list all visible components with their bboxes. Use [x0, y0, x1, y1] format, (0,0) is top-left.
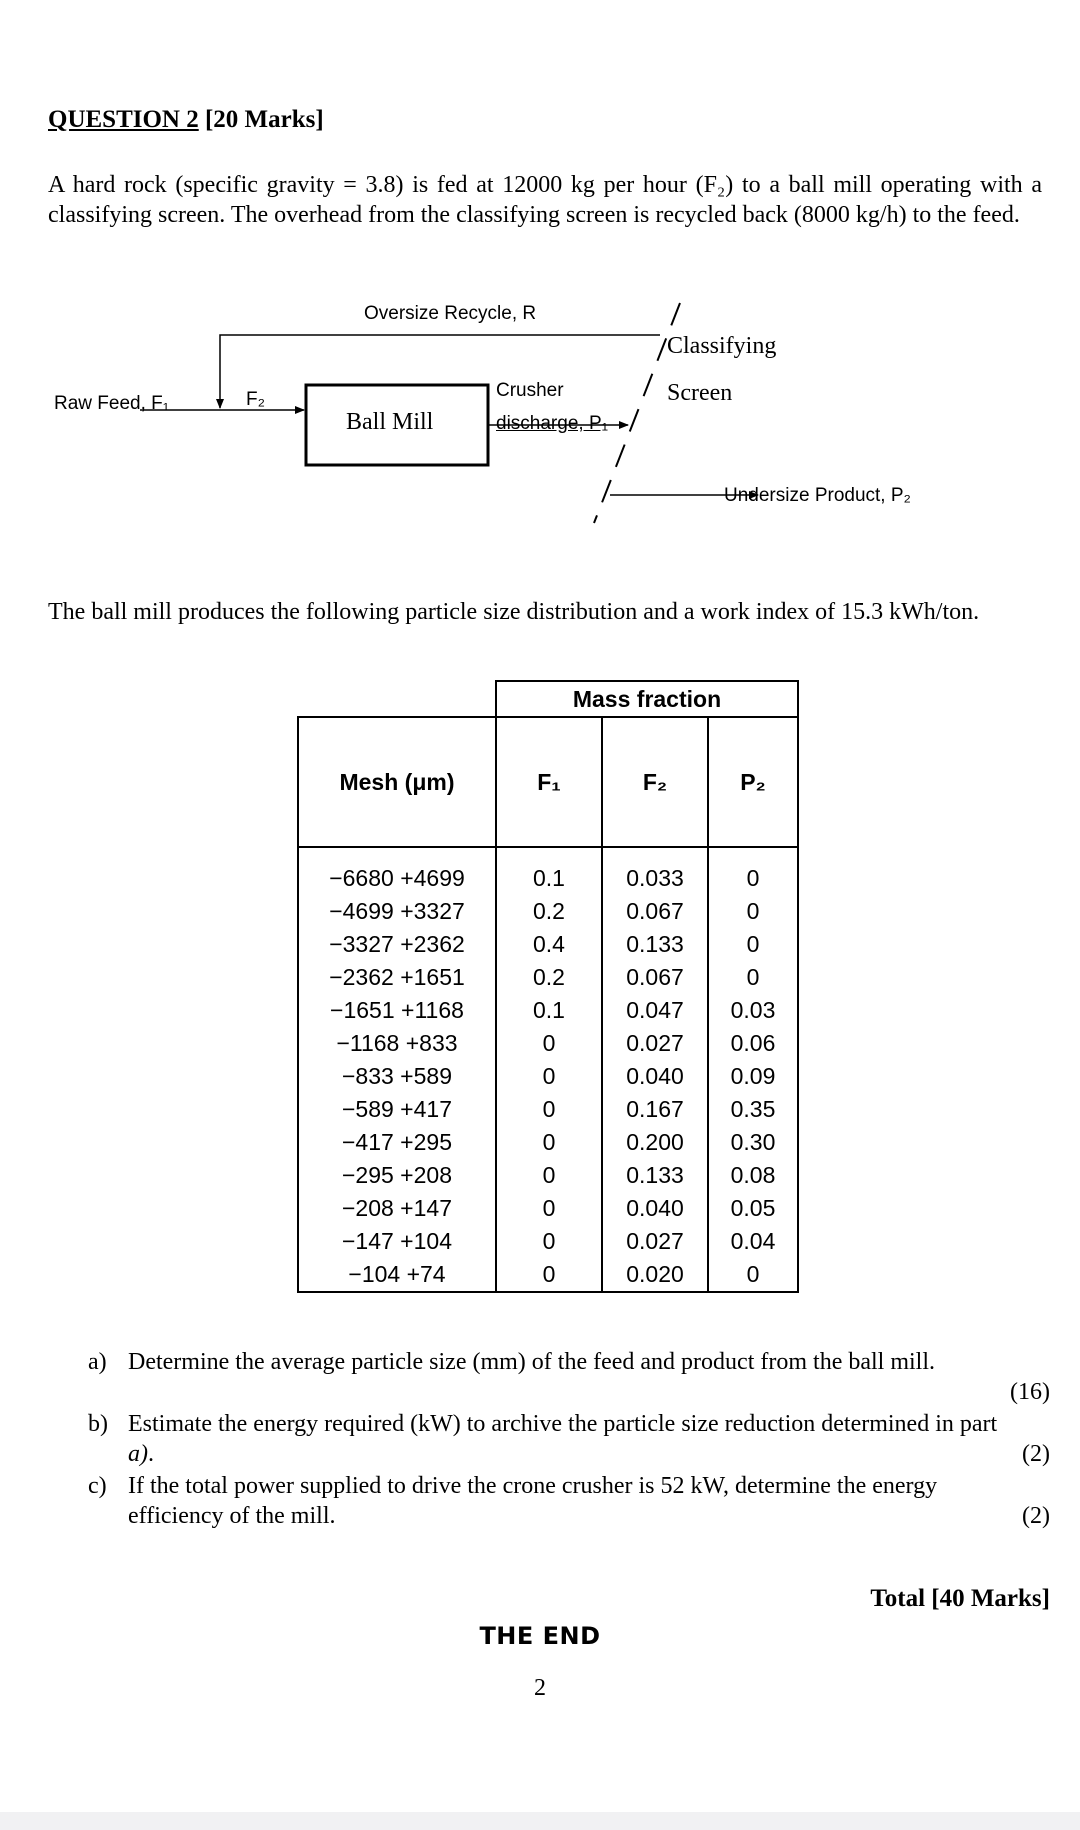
- table-row: [298, 1159, 798, 1192]
- distribution-paragraph: The ball mill produces the following particle size distribution and a work index of 15.3 kWh/ton.: [48, 599, 980, 625]
- p2-cell: 0.09: [708, 1060, 798, 1093]
- p2-cell: 0: [708, 1258, 798, 1292]
- f2-cell: 0.133: [602, 1159, 708, 1192]
- table-row: [298, 895, 798, 928]
- p2-cell: 0.35: [708, 1093, 798, 1126]
- f2-cell: 0.067: [602, 961, 708, 994]
- particle-size-table: [297, 680, 799, 1293]
- question-c-text: If the total power supplied to drive the crone crusher is 52 kW, determine the energy efficiency of the mill.: [128, 1473, 938, 1529]
- f1-cell: 0.4: [496, 928, 602, 961]
- p2-cell: 0.08: [708, 1159, 798, 1192]
- mesh-cell: −1651 +1168: [298, 994, 496, 1027]
- p2-cell: 0.30: [708, 1126, 798, 1159]
- question-list: [88, 1347, 1050, 1533]
- question-heading: [48, 106, 324, 134]
- f1-cell: 0.1: [496, 847, 602, 895]
- question-c-marks: (2): [1022, 1503, 1050, 1529]
- question-b-ref: a): [128, 1441, 148, 1467]
- table-row: [298, 961, 798, 994]
- question-b-letter: b): [88, 1411, 108, 1437]
- question-number: QUESTION 2: [48, 106, 199, 133]
- f2-cell: 0.040: [602, 1060, 708, 1093]
- p2-cell: 0.05: [708, 1192, 798, 1225]
- f1-cell: 0.2: [496, 961, 602, 994]
- f1-cell: 0: [496, 1027, 602, 1060]
- f2-cell: 0.133: [602, 928, 708, 961]
- p2-header: P₂: [708, 717, 798, 847]
- raw-feed-label: Raw Feed, F₁: [54, 393, 170, 414]
- table-row: [298, 994, 798, 1027]
- question-b: [88, 1409, 1050, 1469]
- f1-cell: 0: [496, 1192, 602, 1225]
- f1-cell: 0: [496, 1060, 602, 1093]
- question-b-text: Estimate the energy required (kW) to archive the particle size reduction determined in part: [128, 1411, 998, 1437]
- mesh-cell: −147 +104: [298, 1225, 496, 1258]
- mesh-cell: −208 +147: [298, 1192, 496, 1225]
- table-row: [298, 1192, 798, 1225]
- question-a-text: Determine the average particle size (mm) of the feed and product from the ball mill.: [128, 1349, 935, 1375]
- table-row: [298, 1126, 798, 1159]
- f2-cell: 0.020: [602, 1258, 708, 1292]
- f1-cell: 0: [496, 1093, 602, 1126]
- undersize-label: Undersize Product, P₂: [724, 485, 911, 506]
- table-body: [298, 847, 798, 1292]
- mesh-cell: −833 +589: [298, 1060, 496, 1093]
- page-number: 2: [534, 1675, 546, 1701]
- mesh-header: Mesh (μm): [298, 717, 496, 847]
- mesh-cell: −4699 +3327: [298, 895, 496, 928]
- screen-label: Screen: [667, 380, 733, 406]
- f2-cell: 0.067: [602, 895, 708, 928]
- recycle-label: Oversize Recycle, R: [364, 303, 537, 324]
- p2-cell: 0: [708, 961, 798, 994]
- p2-cell: 0.03: [708, 994, 798, 1027]
- process-flow-diagram: [40, 285, 940, 545]
- p2-cell: 0.04: [708, 1225, 798, 1258]
- question-c: [88, 1471, 1050, 1531]
- f1-header: F₁: [496, 717, 602, 847]
- question-b-end: .: [148, 1441, 154, 1467]
- f2-label: F₂: [246, 389, 265, 410]
- table-row: [298, 1093, 798, 1126]
- question-a: [88, 1347, 1050, 1407]
- p2-cell: 0.06: [708, 1027, 798, 1060]
- ball-mill-label: Ball Mill: [346, 409, 434, 435]
- f2-header: F₂: [602, 717, 708, 847]
- mesh-cell: −1168 +833: [298, 1027, 496, 1060]
- table-row: [298, 1027, 798, 1060]
- mesh-cell: −295 +208: [298, 1159, 496, 1192]
- crusher-label: Crusher: [496, 380, 564, 401]
- mesh-cell: −104 +74: [298, 1258, 496, 1292]
- f2-cell: 0.047: [602, 994, 708, 1027]
- mesh-cell: −3327 +2362: [298, 928, 496, 961]
- f1-cell: 0: [496, 1159, 602, 1192]
- p2-cell: 0: [708, 895, 798, 928]
- f1-cell: 0: [496, 1126, 602, 1159]
- f2-cell: 0.027: [602, 1027, 708, 1060]
- the-end: THE END: [479, 1622, 601, 1650]
- mesh-cell: −417 +295: [298, 1126, 496, 1159]
- discharge-label: discharge, P₁: [496, 413, 609, 434]
- mesh-cell: −2362 +1651: [298, 961, 496, 994]
- question-a-letter: a): [88, 1349, 107, 1375]
- f2-cell: 0.040: [602, 1192, 708, 1225]
- table-row: [298, 928, 798, 961]
- classifying-label: Classifying: [667, 333, 777, 359]
- p2-cell: 0: [708, 928, 798, 961]
- mass-fraction-header: Mass fraction: [496, 681, 798, 717]
- question-b-marks: (2): [1022, 1441, 1050, 1467]
- question-marks: [20 Marks]: [204, 106, 324, 133]
- total-marks: Total [40 Marks]: [870, 1585, 1050, 1612]
- table-row: [298, 847, 798, 895]
- f2-cell: 0.027: [602, 1225, 708, 1258]
- mesh-cell: −589 +417: [298, 1093, 496, 1126]
- mesh-cell: −6680 +4699: [298, 847, 496, 895]
- intro-paragraph: A hard rock (specific gravity = 3.8) is fed at 12000 kg per hour (F₂) to a ball mill operating with a classifying screen. The overhead from the classifying screen is recycled back (8000 kg/h) to the feed.: [48, 172, 1042, 228]
- table-row: [298, 1258, 798, 1292]
- table-row: [298, 1225, 798, 1258]
- table-row: [298, 1060, 798, 1093]
- question-c-letter: c): [88, 1473, 107, 1499]
- f2-cell: 0.167: [602, 1093, 708, 1126]
- viewer-bottom-bar: [0, 1812, 1080, 1830]
- f2-cell: 0.200: [602, 1126, 708, 1159]
- f1-cell: 0.1: [496, 994, 602, 1027]
- f1-cell: 0.2: [496, 895, 602, 928]
- f1-cell: 0: [496, 1225, 602, 1258]
- p2-cell: 0: [708, 847, 798, 895]
- f1-cell: 0: [496, 1258, 602, 1292]
- f2-cell: 0.033: [602, 847, 708, 895]
- question-a-marks: (16): [1010, 1379, 1050, 1405]
